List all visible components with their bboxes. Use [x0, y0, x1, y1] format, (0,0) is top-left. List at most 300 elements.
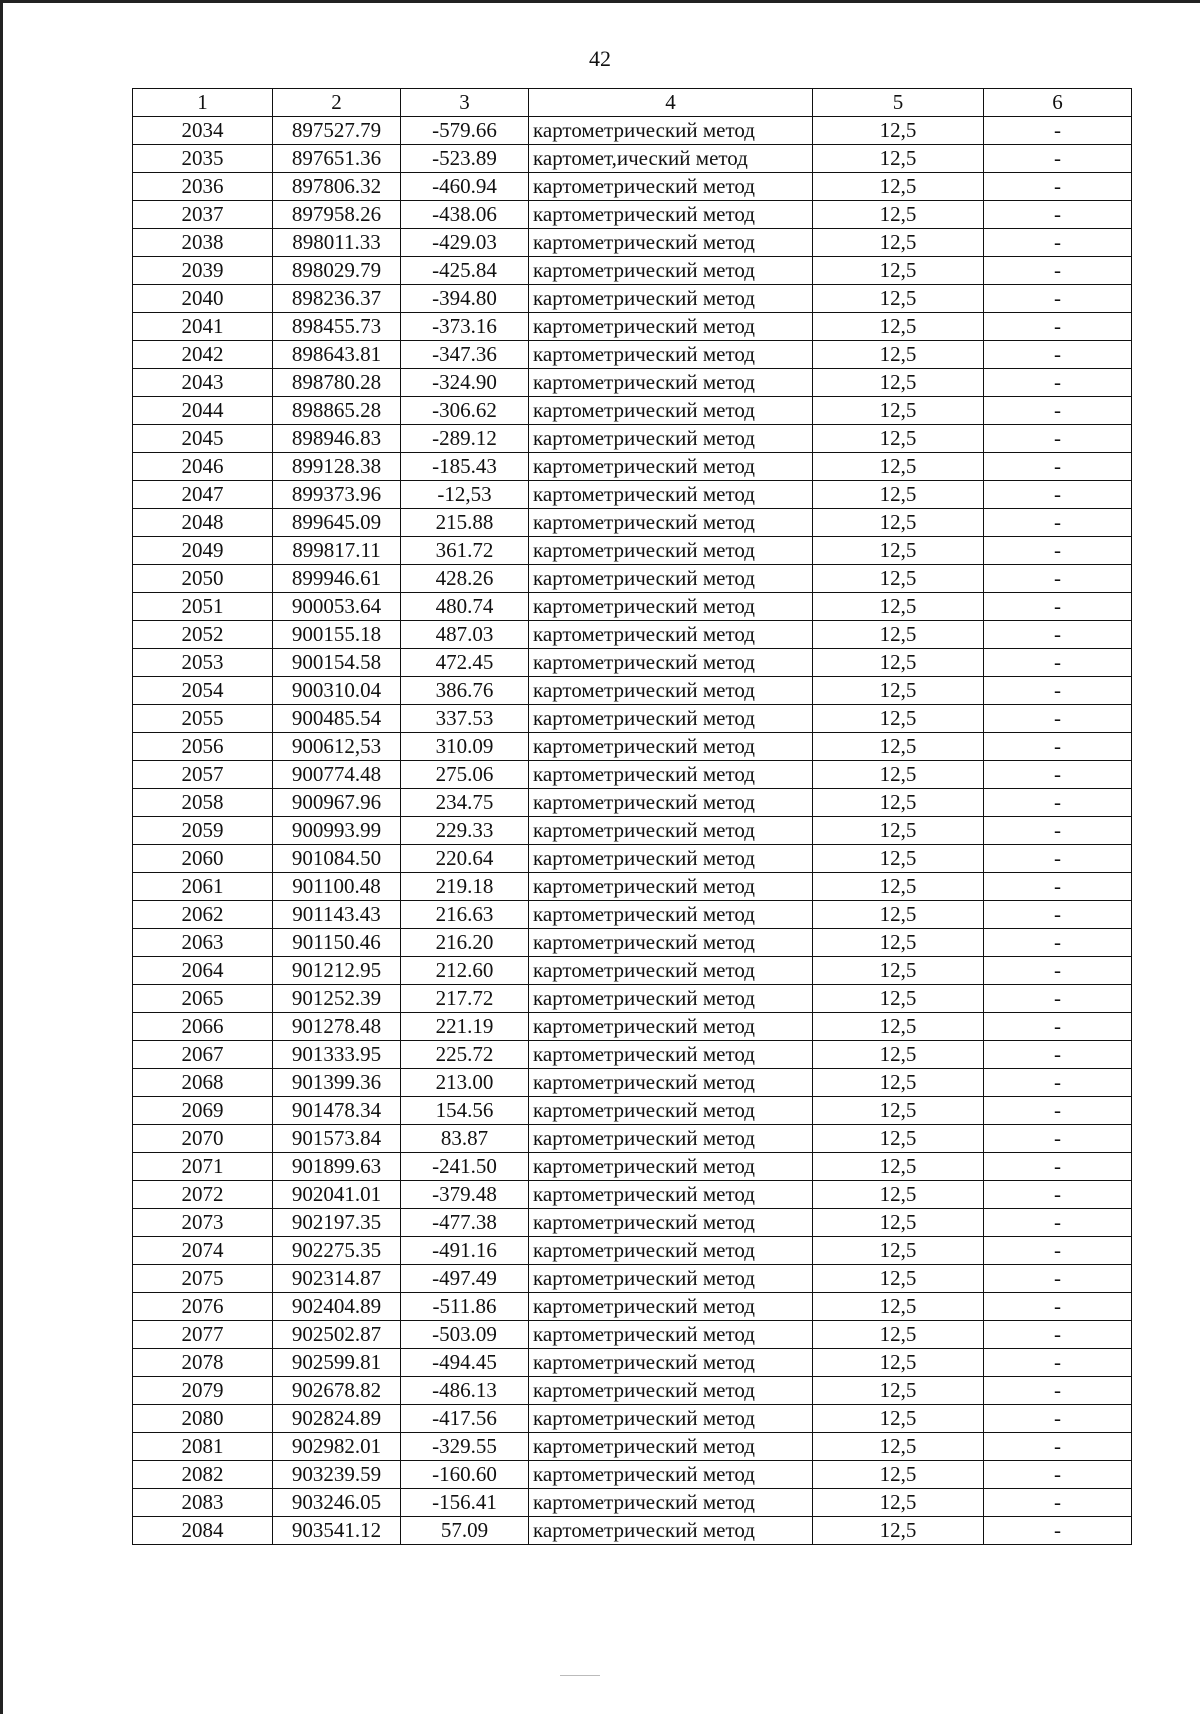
- method-cell: картометрический метод: [529, 985, 813, 1013]
- y-coordinate-cell: -289.12: [401, 425, 529, 453]
- method-cell: картометрический метод: [529, 1041, 813, 1069]
- method-cell: картометрический метод: [529, 397, 813, 425]
- table-row: [133, 397, 1132, 425]
- y-coordinate-cell: 215.88: [401, 509, 529, 537]
- accuracy-cell: 12,5: [813, 705, 984, 733]
- accuracy-cell: 12,5: [813, 285, 984, 313]
- accuracy-cell: 12,5: [813, 1069, 984, 1097]
- y-coordinate-cell: -491.16: [401, 1237, 529, 1265]
- method-cell: картометрический метод: [529, 1237, 813, 1265]
- x-coordinate-cell: 899817.11: [273, 537, 401, 565]
- method-cell: картометрический метод: [529, 1489, 813, 1517]
- y-coordinate-cell: 275.06: [401, 761, 529, 789]
- accuracy-cell: 12,5: [813, 509, 984, 537]
- accuracy-cell: 12,5: [813, 649, 984, 677]
- table-row: [133, 1321, 1132, 1349]
- method-cell: картометрический метод: [529, 313, 813, 341]
- point-number-cell: 2075: [133, 1265, 273, 1293]
- note-cell: -: [984, 1377, 1132, 1405]
- method-cell: картометрический метод: [529, 1433, 813, 1461]
- y-coordinate-cell: 234.75: [401, 789, 529, 817]
- table-row: [133, 677, 1132, 705]
- method-cell: картометрический метод: [529, 453, 813, 481]
- table-row: [133, 201, 1132, 229]
- method-cell: картометрический метод: [529, 1405, 813, 1433]
- method-cell: картометрический метод: [529, 1293, 813, 1321]
- accuracy-cell: 12,5: [813, 481, 984, 509]
- x-coordinate-cell: 901252.39: [273, 985, 401, 1013]
- x-coordinate-cell: 901278.48: [273, 1013, 401, 1041]
- table-row: [133, 117, 1132, 145]
- y-coordinate-cell: 83.87: [401, 1125, 529, 1153]
- y-coordinate-cell: -185.43: [401, 453, 529, 481]
- note-cell: -: [984, 789, 1132, 817]
- y-coordinate-cell: -503.09: [401, 1321, 529, 1349]
- method-cell: картометрический метод: [529, 565, 813, 593]
- accuracy-cell: 12,5: [813, 873, 984, 901]
- table-row: [133, 1405, 1132, 1433]
- x-coordinate-cell: 901084.50: [273, 845, 401, 873]
- note-cell: -: [984, 285, 1132, 313]
- note-cell: -: [984, 733, 1132, 761]
- point-number-cell: 2059: [133, 817, 273, 845]
- accuracy-cell: 12,5: [813, 901, 984, 929]
- method-cell: картомет,ический метод: [529, 145, 813, 173]
- x-coordinate-cell: 900993.99: [273, 817, 401, 845]
- table-row: [133, 761, 1132, 789]
- method-cell: картометрический метод: [529, 1153, 813, 1181]
- y-coordinate-cell: -523.89: [401, 145, 529, 173]
- header-col-1: 1: [133, 89, 273, 117]
- y-coordinate-cell: 472.45: [401, 649, 529, 677]
- table-row: [133, 733, 1132, 761]
- x-coordinate-cell: 898865.28: [273, 397, 401, 425]
- note-cell: -: [984, 369, 1132, 397]
- point-number-cell: 2080: [133, 1405, 273, 1433]
- y-coordinate-cell: 487.03: [401, 621, 529, 649]
- table-row: [133, 481, 1132, 509]
- method-cell: картометрический метод: [529, 481, 813, 509]
- method-cell: картометрический метод: [529, 929, 813, 957]
- method-cell: картометрический метод: [529, 817, 813, 845]
- point-number-cell: 2073: [133, 1209, 273, 1237]
- note-cell: -: [984, 621, 1132, 649]
- accuracy-cell: 12,5: [813, 621, 984, 649]
- method-cell: картометрический метод: [529, 621, 813, 649]
- y-coordinate-cell: 217.72: [401, 985, 529, 1013]
- point-number-cell: 2067: [133, 1041, 273, 1069]
- accuracy-cell: 12,5: [813, 1321, 984, 1349]
- method-cell: картометрический метод: [529, 369, 813, 397]
- method-cell: картометрический метод: [529, 901, 813, 929]
- y-coordinate-cell: 216.20: [401, 929, 529, 957]
- page-edge-left: [0, 0, 3, 1714]
- x-coordinate-cell: 902041.01: [273, 1181, 401, 1209]
- point-number-cell: 2051: [133, 593, 273, 621]
- x-coordinate-cell: 902502.87: [273, 1321, 401, 1349]
- point-number-cell: 2068: [133, 1069, 273, 1097]
- accuracy-cell: 12,5: [813, 593, 984, 621]
- note-cell: -: [984, 341, 1132, 369]
- table-row: [133, 957, 1132, 985]
- y-coordinate-cell: 386.76: [401, 677, 529, 705]
- note-cell: -: [984, 397, 1132, 425]
- point-number-cell: 2061: [133, 873, 273, 901]
- y-coordinate-cell: -394.80: [401, 285, 529, 313]
- y-coordinate-cell: 220.64: [401, 845, 529, 873]
- method-cell: картометрический метод: [529, 649, 813, 677]
- note-cell: -: [984, 481, 1132, 509]
- table-row: [133, 1013, 1132, 1041]
- y-coordinate-cell: -486.13: [401, 1377, 529, 1405]
- point-number-cell: 2055: [133, 705, 273, 733]
- table-row: [133, 537, 1132, 565]
- accuracy-cell: 12,5: [813, 425, 984, 453]
- point-number-cell: 2077: [133, 1321, 273, 1349]
- note-cell: -: [984, 1125, 1132, 1153]
- accuracy-cell: 12,5: [813, 537, 984, 565]
- table-row: [133, 1069, 1132, 1097]
- accuracy-cell: 12,5: [813, 1097, 984, 1125]
- table-row: [133, 649, 1132, 677]
- x-coordinate-cell: 899128.38: [273, 453, 401, 481]
- x-coordinate-cell: 901573.84: [273, 1125, 401, 1153]
- point-number-cell: 2052: [133, 621, 273, 649]
- table-header-row: [133, 89, 1132, 117]
- note-cell: -: [984, 1041, 1132, 1069]
- table-row: [133, 985, 1132, 1013]
- method-cell: картометрический метод: [529, 593, 813, 621]
- point-number-cell: 2084: [133, 1517, 273, 1545]
- accuracy-cell: 12,5: [813, 1405, 984, 1433]
- y-coordinate-cell: 219.18: [401, 873, 529, 901]
- y-coordinate-cell: -347.36: [401, 341, 529, 369]
- method-cell: картометрический метод: [529, 229, 813, 257]
- point-number-cell: 2074: [133, 1237, 273, 1265]
- y-coordinate-cell: -306.62: [401, 397, 529, 425]
- table-row: [133, 173, 1132, 201]
- page-number: 42: [589, 46, 611, 71]
- note-cell: -: [984, 901, 1132, 929]
- method-cell: картометрический метод: [529, 873, 813, 901]
- method-cell: картометрический метод: [529, 425, 813, 453]
- table-row: [133, 341, 1132, 369]
- point-number-cell: 2079: [133, 1377, 273, 1405]
- y-coordinate-cell: 57.09: [401, 1517, 529, 1545]
- table-row: [133, 145, 1132, 173]
- point-number-cell: 2049: [133, 537, 273, 565]
- note-cell: -: [984, 257, 1132, 285]
- table-row: [133, 453, 1132, 481]
- y-coordinate-cell: -417.56: [401, 1405, 529, 1433]
- accuracy-cell: 12,5: [813, 565, 984, 593]
- note-cell: -: [984, 565, 1132, 593]
- note-cell: -: [984, 537, 1132, 565]
- table-row: [133, 1461, 1132, 1489]
- x-coordinate-cell: 899373.96: [273, 481, 401, 509]
- table-row: [133, 285, 1132, 313]
- table-row: [133, 1097, 1132, 1125]
- note-cell: -: [984, 453, 1132, 481]
- accuracy-cell: 12,5: [813, 1013, 984, 1041]
- y-coordinate-cell: -373.16: [401, 313, 529, 341]
- accuracy-cell: 12,5: [813, 1433, 984, 1461]
- point-number-cell: 2053: [133, 649, 273, 677]
- method-cell: картометрический метод: [529, 285, 813, 313]
- method-cell: картометрический метод: [529, 509, 813, 537]
- x-coordinate-cell: 902678.82: [273, 1377, 401, 1405]
- table-row: [133, 621, 1132, 649]
- y-coordinate-cell: 428.26: [401, 565, 529, 593]
- point-number-cell: 2078: [133, 1349, 273, 1377]
- note-cell: -: [984, 1293, 1132, 1321]
- accuracy-cell: 12,5: [813, 173, 984, 201]
- point-number-cell: 2044: [133, 397, 273, 425]
- note-cell: -: [984, 201, 1132, 229]
- table-row: [133, 229, 1132, 257]
- x-coordinate-cell: 902314.87: [273, 1265, 401, 1293]
- table-row: [133, 593, 1132, 621]
- note-cell: -: [984, 117, 1132, 145]
- x-coordinate-cell: 901143.43: [273, 901, 401, 929]
- point-number-cell: 2070: [133, 1125, 273, 1153]
- accuracy-cell: 12,5: [813, 1489, 984, 1517]
- note-cell: -: [984, 593, 1132, 621]
- accuracy-cell: 12,5: [813, 1125, 984, 1153]
- x-coordinate-cell: 901333.95: [273, 1041, 401, 1069]
- y-coordinate-cell: -460.94: [401, 173, 529, 201]
- y-coordinate-cell: 212.60: [401, 957, 529, 985]
- y-coordinate-cell: -429.03: [401, 229, 529, 257]
- accuracy-cell: 12,5: [813, 341, 984, 369]
- table-row: [133, 1517, 1132, 1545]
- y-coordinate-cell: -477.38: [401, 1209, 529, 1237]
- accuracy-cell: 12,5: [813, 957, 984, 985]
- table-row: [133, 1349, 1132, 1377]
- note-cell: -: [984, 145, 1132, 173]
- method-cell: картометрический метод: [529, 117, 813, 145]
- point-number-cell: 2056: [133, 733, 273, 761]
- accuracy-cell: 12,5: [813, 1293, 984, 1321]
- table-row: [133, 901, 1132, 929]
- point-number-cell: 2064: [133, 957, 273, 985]
- x-coordinate-cell: 898643.81: [273, 341, 401, 369]
- y-coordinate-cell: 480.74: [401, 593, 529, 621]
- accuracy-cell: 12,5: [813, 761, 984, 789]
- point-number-cell: 2048: [133, 509, 273, 537]
- method-cell: картометрический метод: [529, 1517, 813, 1545]
- x-coordinate-cell: 898011.33: [273, 229, 401, 257]
- accuracy-cell: 12,5: [813, 817, 984, 845]
- table-row: [133, 1377, 1132, 1405]
- accuracy-cell: 12,5: [813, 985, 984, 1013]
- x-coordinate-cell: 900053.64: [273, 593, 401, 621]
- method-cell: картометрический метод: [529, 201, 813, 229]
- accuracy-cell: 12,5: [813, 929, 984, 957]
- point-number-cell: 2065: [133, 985, 273, 1013]
- y-coordinate-cell: -324.90: [401, 369, 529, 397]
- page-edge-top: [0, 0, 1200, 3]
- point-number-cell: 2066: [133, 1013, 273, 1041]
- accuracy-cell: 12,5: [813, 1349, 984, 1377]
- y-coordinate-cell: 310.09: [401, 733, 529, 761]
- note-cell: -: [984, 509, 1132, 537]
- table-row: [133, 565, 1132, 593]
- point-number-cell: 2082: [133, 1461, 273, 1489]
- y-coordinate-cell: 361.72: [401, 537, 529, 565]
- note-cell: -: [984, 1237, 1132, 1265]
- note-cell: -: [984, 1517, 1132, 1545]
- accuracy-cell: 12,5: [813, 1265, 984, 1293]
- x-coordinate-cell: 901478.34: [273, 1097, 401, 1125]
- note-cell: -: [984, 1433, 1132, 1461]
- accuracy-cell: 12,5: [813, 1153, 984, 1181]
- note-cell: -: [984, 1405, 1132, 1433]
- x-coordinate-cell: 900774.48: [273, 761, 401, 789]
- x-coordinate-cell: 903541.12: [273, 1517, 401, 1545]
- point-number-cell: 2034: [133, 117, 273, 145]
- x-coordinate-cell: 903239.59: [273, 1461, 401, 1489]
- note-cell: -: [984, 817, 1132, 845]
- x-coordinate-cell: 900485.54: [273, 705, 401, 733]
- x-coordinate-cell: 899645.09: [273, 509, 401, 537]
- accuracy-cell: 12,5: [813, 117, 984, 145]
- note-cell: -: [984, 873, 1132, 901]
- table-body: [133, 117, 1132, 1545]
- method-cell: картометрический метод: [529, 1181, 813, 1209]
- y-coordinate-cell: -425.84: [401, 257, 529, 285]
- point-number-cell: 2046: [133, 453, 273, 481]
- x-coordinate-cell: 902404.89: [273, 1293, 401, 1321]
- table-row: [133, 1293, 1132, 1321]
- accuracy-cell: 12,5: [813, 733, 984, 761]
- note-cell: -: [984, 425, 1132, 453]
- footer-mark: [560, 1675, 600, 1676]
- table-row: [133, 1125, 1132, 1153]
- table-row: [133, 873, 1132, 901]
- y-coordinate-cell: 216.63: [401, 901, 529, 929]
- note-cell: -: [984, 1209, 1132, 1237]
- header-col-3: 3: [401, 89, 529, 117]
- point-number-cell: 2050: [133, 565, 273, 593]
- accuracy-cell: 12,5: [813, 1377, 984, 1405]
- x-coordinate-cell: 900155.18: [273, 621, 401, 649]
- note-cell: -: [984, 845, 1132, 873]
- x-coordinate-cell: 897527.79: [273, 117, 401, 145]
- x-coordinate-cell: 902197.35: [273, 1209, 401, 1237]
- note-cell: -: [984, 649, 1132, 677]
- accuracy-cell: 12,5: [813, 397, 984, 425]
- header-col-4: 4: [529, 89, 813, 117]
- table-row: [133, 509, 1132, 537]
- x-coordinate-cell: 898236.37: [273, 285, 401, 313]
- method-cell: картометрический метод: [529, 677, 813, 705]
- note-cell: -: [984, 229, 1132, 257]
- note-cell: -: [984, 1265, 1132, 1293]
- accuracy-cell: 12,5: [813, 201, 984, 229]
- table-row: [133, 845, 1132, 873]
- y-coordinate-cell: -494.45: [401, 1349, 529, 1377]
- y-coordinate-cell: -497.49: [401, 1265, 529, 1293]
- x-coordinate-cell: 900310.04: [273, 677, 401, 705]
- note-cell: -: [984, 1013, 1132, 1041]
- method-cell: картометрический метод: [529, 1097, 813, 1125]
- note-cell: -: [984, 1461, 1132, 1489]
- y-coordinate-cell: -511.86: [401, 1293, 529, 1321]
- x-coordinate-cell: 902824.89: [273, 1405, 401, 1433]
- x-coordinate-cell: 899946.61: [273, 565, 401, 593]
- table-row: [133, 257, 1132, 285]
- note-cell: -: [984, 957, 1132, 985]
- method-cell: картометрический метод: [529, 1321, 813, 1349]
- method-cell: картометрический метод: [529, 341, 813, 369]
- point-number-cell: 2039: [133, 257, 273, 285]
- accuracy-cell: 12,5: [813, 789, 984, 817]
- accuracy-cell: 12,5: [813, 453, 984, 481]
- table-row: [133, 789, 1132, 817]
- method-cell: картометрический метод: [529, 1265, 813, 1293]
- point-number-cell: 2037: [133, 201, 273, 229]
- note-cell: -: [984, 313, 1132, 341]
- note-cell: -: [984, 173, 1132, 201]
- point-number-cell: 2072: [133, 1181, 273, 1209]
- y-coordinate-cell: 221.19: [401, 1013, 529, 1041]
- table-row: [133, 369, 1132, 397]
- point-number-cell: 2054: [133, 677, 273, 705]
- y-coordinate-cell: 229.33: [401, 817, 529, 845]
- point-number-cell: 2060: [133, 845, 273, 873]
- x-coordinate-cell: 902599.81: [273, 1349, 401, 1377]
- point-number-cell: 2081: [133, 1433, 273, 1461]
- method-cell: картометрический метод: [529, 1209, 813, 1237]
- method-cell: картометрический метод: [529, 1069, 813, 1097]
- y-coordinate-cell: -379.48: [401, 1181, 529, 1209]
- method-cell: картометрический метод: [529, 1125, 813, 1153]
- point-number-cell: 2063: [133, 929, 273, 957]
- point-number-cell: 2069: [133, 1097, 273, 1125]
- note-cell: -: [984, 677, 1132, 705]
- accuracy-cell: 12,5: [813, 145, 984, 173]
- point-number-cell: 2076: [133, 1293, 273, 1321]
- note-cell: -: [984, 929, 1132, 957]
- x-coordinate-cell: 898455.73: [273, 313, 401, 341]
- coordinates-table: [132, 88, 1132, 1545]
- x-coordinate-cell: 902275.35: [273, 1237, 401, 1265]
- note-cell: -: [984, 1321, 1132, 1349]
- note-cell: -: [984, 1181, 1132, 1209]
- y-coordinate-cell: -438.06: [401, 201, 529, 229]
- accuracy-cell: 12,5: [813, 257, 984, 285]
- method-cell: картометрический метод: [529, 173, 813, 201]
- note-cell: -: [984, 1097, 1132, 1125]
- accuracy-cell: 12,5: [813, 1181, 984, 1209]
- y-coordinate-cell: -12,53: [401, 481, 529, 509]
- y-coordinate-cell: 225.72: [401, 1041, 529, 1069]
- table-row: [133, 1153, 1132, 1181]
- y-coordinate-cell: 154.56: [401, 1097, 529, 1125]
- x-coordinate-cell: 901899.63: [273, 1153, 401, 1181]
- method-cell: картометрический метод: [529, 761, 813, 789]
- point-number-cell: 2071: [133, 1153, 273, 1181]
- method-cell: картометрический метод: [529, 1013, 813, 1041]
- table-row: [133, 929, 1132, 957]
- point-number-cell: 2045: [133, 425, 273, 453]
- x-coordinate-cell: 898946.83: [273, 425, 401, 453]
- table-row: [133, 313, 1132, 341]
- point-number-cell: 2047: [133, 481, 273, 509]
- y-coordinate-cell: -160.60: [401, 1461, 529, 1489]
- method-cell: картометрический метод: [529, 1377, 813, 1405]
